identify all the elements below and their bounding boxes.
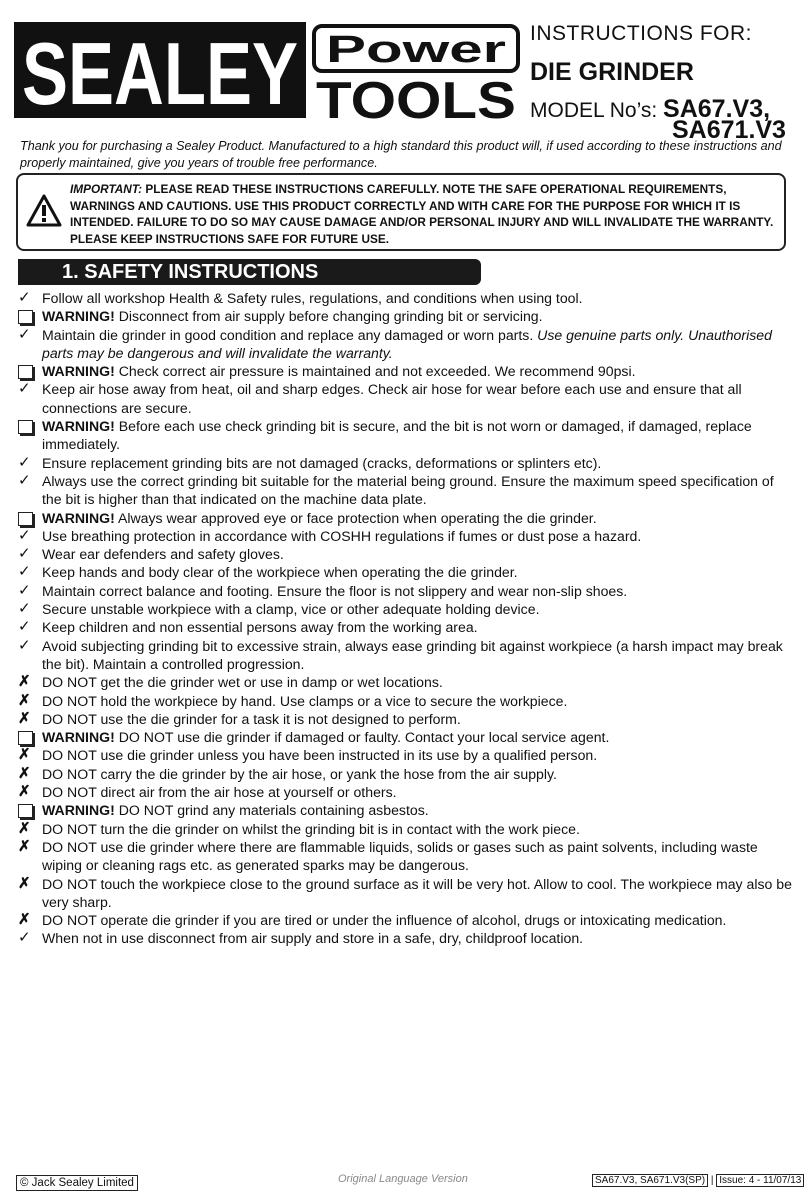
safety-item: [16, 765, 796, 783]
safety-item: [16, 472, 796, 509]
item-text: DO NOT direct air from the air hose at yourself or others.: [42, 784, 397, 801]
safety-item: [16, 600, 796, 618]
power-tools-logo: [312, 24, 520, 124]
item-text: Keep hands and body clear of the workpiece when operating the die grinder.: [42, 564, 518, 581]
item-text: DO NOT use the die grinder for a task it is not designed to perform.: [42, 710, 461, 727]
item-text: Follow all workshop Health & Safety rules, regulations, and conditions when using tool.: [42, 290, 583, 306]
item-text: Secure unstable workpiece with a clamp, vice or other adequate holding device.: [42, 601, 540, 618]
document-header: [0, 0, 808, 144]
item-text: DO NOT touch the workpiece close to the ground surface as it will be very hot. Allow to cool. The workpiece may also be very sharp.: [42, 875, 792, 910]
check-icon: ✓: [18, 636, 31, 654]
check-icon: ✓: [18, 600, 31, 618]
issue-date: Issue: 4 - 11/07/13: [716, 1174, 804, 1187]
item-text: When not in use disconnect from air supply and store in a safe, dry, childproof location.: [42, 930, 584, 947]
check-icon: ✓: [18, 453, 31, 471]
safety-item: [16, 582, 796, 600]
document-reference: SA67.V3, SA671.V3(SP) | Issue: 4 - 11/07/13: [592, 1175, 804, 1187]
item-text: DO NOT operate die grinder if you are tired or under the influence of alcohol, drugs or intoxicating medication.: [42, 912, 727, 929]
item-text: Maintain die grinder in good condition and replace any damaged or worn parts.: [42, 326, 538, 343]
safety-instructions-list: [16, 289, 796, 948]
thank-you-note: Thank you for purchasing a Sealey Product. Manufactured to a high standard this product will, if used according to these instructions and properly maintained, give you years of trouble free performance.: [20, 139, 782, 170]
tools-text: TOOLS: [316, 72, 516, 124]
safety-item: [16, 710, 796, 728]
item-text: DO NOT use die grinder unless you have been instructed in its use by a qualified person.: [42, 747, 598, 764]
item-text: Ensure replacement grinding bits are not damaged (cracks, deformations or splinters etc).: [42, 454, 602, 471]
check-icon: ✓: [18, 325, 31, 343]
safety-item: [16, 728, 796, 746]
cross-icon: ✗: [18, 691, 31, 709]
important-lead: IMPORTANT:: [70, 182, 143, 196]
warning-label: WARNING!: [42, 802, 115, 819]
warning-label: WARNING!: [42, 363, 115, 380]
check-icon: ✓: [18, 618, 31, 636]
safety-item: [16, 911, 796, 929]
item-text: Wear ear defenders and safety gloves.: [42, 546, 284, 563]
item-text: Always use the correct grinding bit suitable for the material being ground. Ensure the maximum speed specification of the bit is higher than that indicated on the machine data plate.: [42, 472, 774, 508]
warning-box-icon: [18, 420, 33, 434]
model-number-1: SA67.V3,: [663, 95, 771, 123]
item-text: Use breathing protection in accordance with COSHH regulations if fumes or dust pose a hazard.: [42, 527, 642, 544]
safety-item: [16, 326, 796, 363]
model-number-2: SA671.V3: [672, 116, 786, 144]
important-notice-box: [16, 173, 786, 251]
product-name: DIE GRINDER: [530, 58, 694, 86]
safety-item: [16, 820, 796, 838]
copyright: © Jack Sealey Limited: [16, 1175, 138, 1191]
check-icon: ✓: [18, 380, 31, 398]
warning-box-icon: [18, 512, 33, 526]
safety-item: [16, 545, 796, 563]
cross-icon: ✗: [18, 874, 31, 892]
instructions-for: INSTRUCTIONS FOR:: [530, 22, 752, 45]
item-text: Check correct air pressure is maintained and not exceeded. We recommend 90psi.: [114, 363, 636, 380]
safety-item: [16, 362, 796, 380]
check-icon: ✓: [18, 545, 31, 563]
item-text: DO NOT turn the die grinder on whilst the grinding bit is in contact with the work piece.: [42, 820, 580, 837]
check-icon: ✓: [18, 471, 31, 489]
safety-item: [16, 838, 796, 875]
check-icon: ✓: [18, 563, 31, 581]
brand-text: SEALEY: [22, 24, 298, 118]
item-text: DO NOT use die grinder where there are flammable liquids, solids or gases such as paint solvents, including waste wiping or cleaning rags etc. as generated sparks may be dangerous.: [42, 838, 758, 874]
warning-label: WARNING!: [42, 418, 115, 435]
warning-box-icon: [18, 365, 33, 379]
safety-item: [16, 875, 796, 912]
cross-icon: ✗: [18, 837, 31, 855]
item-text: DO NOT get the die grinder wet or use in damp or wet locations.: [42, 674, 443, 691]
safety-item: [16, 380, 796, 417]
warning-box-icon: [18, 804, 33, 818]
safety-item: [16, 801, 796, 819]
item-text: Maintain correct balance and footing. Ensure the floor is not slippery and wear non-slip shoes.: [42, 582, 628, 599]
check-icon: ✓: [18, 289, 31, 306]
title-block: [530, 22, 800, 124]
cross-icon: ✗: [18, 783, 31, 801]
warning-box-icon: [18, 310, 33, 324]
item-text: DO NOT carry the die grinder by the air hose, or yank the hose from the air supply.: [42, 765, 557, 782]
cross-icon: ✗: [18, 911, 31, 929]
safety-item: [16, 783, 796, 801]
safety-item: [16, 637, 796, 674]
warning-box-icon: [18, 731, 33, 745]
item-text: DO NOT grind any materials containing asbestos.: [114, 802, 429, 819]
model-reference: SA67.V3, SA671.V3(SP): [592, 1174, 708, 1187]
power-text: Power: [326, 29, 507, 71]
check-icon: ✓: [18, 929, 31, 947]
important-body: PLEASE READ THESE INSTRUCTIONS CAREFULLY. NOTE THE SAFE OPERATIONAL REQUIREMENTS, WARNINGS AND CAUTIONS. USE THIS PRODUCT CORRECTLY AND WITH CARE FOR THE PURPOSE FOR WHICH IT IS INTENDED. FAILURE TO DO SO MAY CAUSE DAMAGE AND/OR PERSONAL INJURY AND WILL INVALIDATE THE WARRANTY. PLEASE KEEP INSTRUCTIONS SAFE FOR FUTURE USE.: [70, 182, 774, 246]
item-text: Before each use check grinding bit is secure, and the bit is not worn or damaged, if damaged, replace immediately.: [42, 418, 752, 453]
sealey-logo: [14, 22, 306, 118]
safety-item: [16, 417, 796, 454]
item-text: Keep air hose away from heat, oil and sharp edges. Check air hose for wear before each use and ensure that all connections are secure.: [42, 381, 742, 416]
safety-item: [16, 746, 796, 764]
item-text: Keep children and non essential persons away from the working area.: [42, 619, 478, 636]
safety-item: [16, 563, 796, 581]
safety-item: [16, 454, 796, 472]
model-label: MODEL No’s:: [530, 99, 658, 122]
cross-icon: ✗: [18, 709, 31, 727]
warning-label: WARNING!: [42, 308, 115, 325]
cross-icon: ✗: [18, 819, 31, 837]
safety-item: [16, 673, 796, 691]
item-text: DO NOT hold the workpiece by hand. Use clamps or a vice to secure the workpiece.: [42, 692, 568, 709]
item-text: DO NOT use die grinder if damaged or faulty. Contact your local service agent.: [114, 729, 610, 746]
important-text: [70, 181, 782, 247]
safety-item: [16, 307, 796, 325]
item-note: Use genuine parts only. Unauthorised parts may be dangerous and will invalidate the warranty.: [42, 326, 772, 361]
check-icon: ✓: [18, 581, 31, 599]
item-text: Disconnect from air supply before changing grinding bit or servicing.: [114, 308, 543, 325]
item-text: Always wear approved eye or face protection when operating the die grinder.: [114, 509, 597, 526]
language-version: Original Language Version: [338, 1173, 468, 1185]
section-title: 1. SAFETY INSTRUCTIONS: [62, 261, 319, 283]
cross-icon: ✗: [18, 746, 31, 764]
warning-triangle-icon: [26, 193, 62, 229]
check-icon: ✓: [18, 526, 31, 544]
safety-item: [16, 527, 796, 545]
safety-item: [16, 692, 796, 710]
safety-item: [16, 618, 796, 636]
cross-icon: ✗: [18, 764, 31, 782]
section-heading-safety: [18, 259, 481, 285]
item-text: Avoid subjecting grinding bit to excessive strain, always ease grinding bit against workpiece (a harsh impact may break the bit). Maintain a controlled progression.: [42, 637, 783, 672]
safety-item: [16, 509, 796, 527]
safety-item: [16, 289, 796, 307]
cross-icon: ✗: [18, 673, 31, 691]
warning-label: WARNING!: [42, 509, 115, 526]
safety-item: [16, 929, 796, 947]
warning-label: WARNING!: [42, 729, 115, 746]
